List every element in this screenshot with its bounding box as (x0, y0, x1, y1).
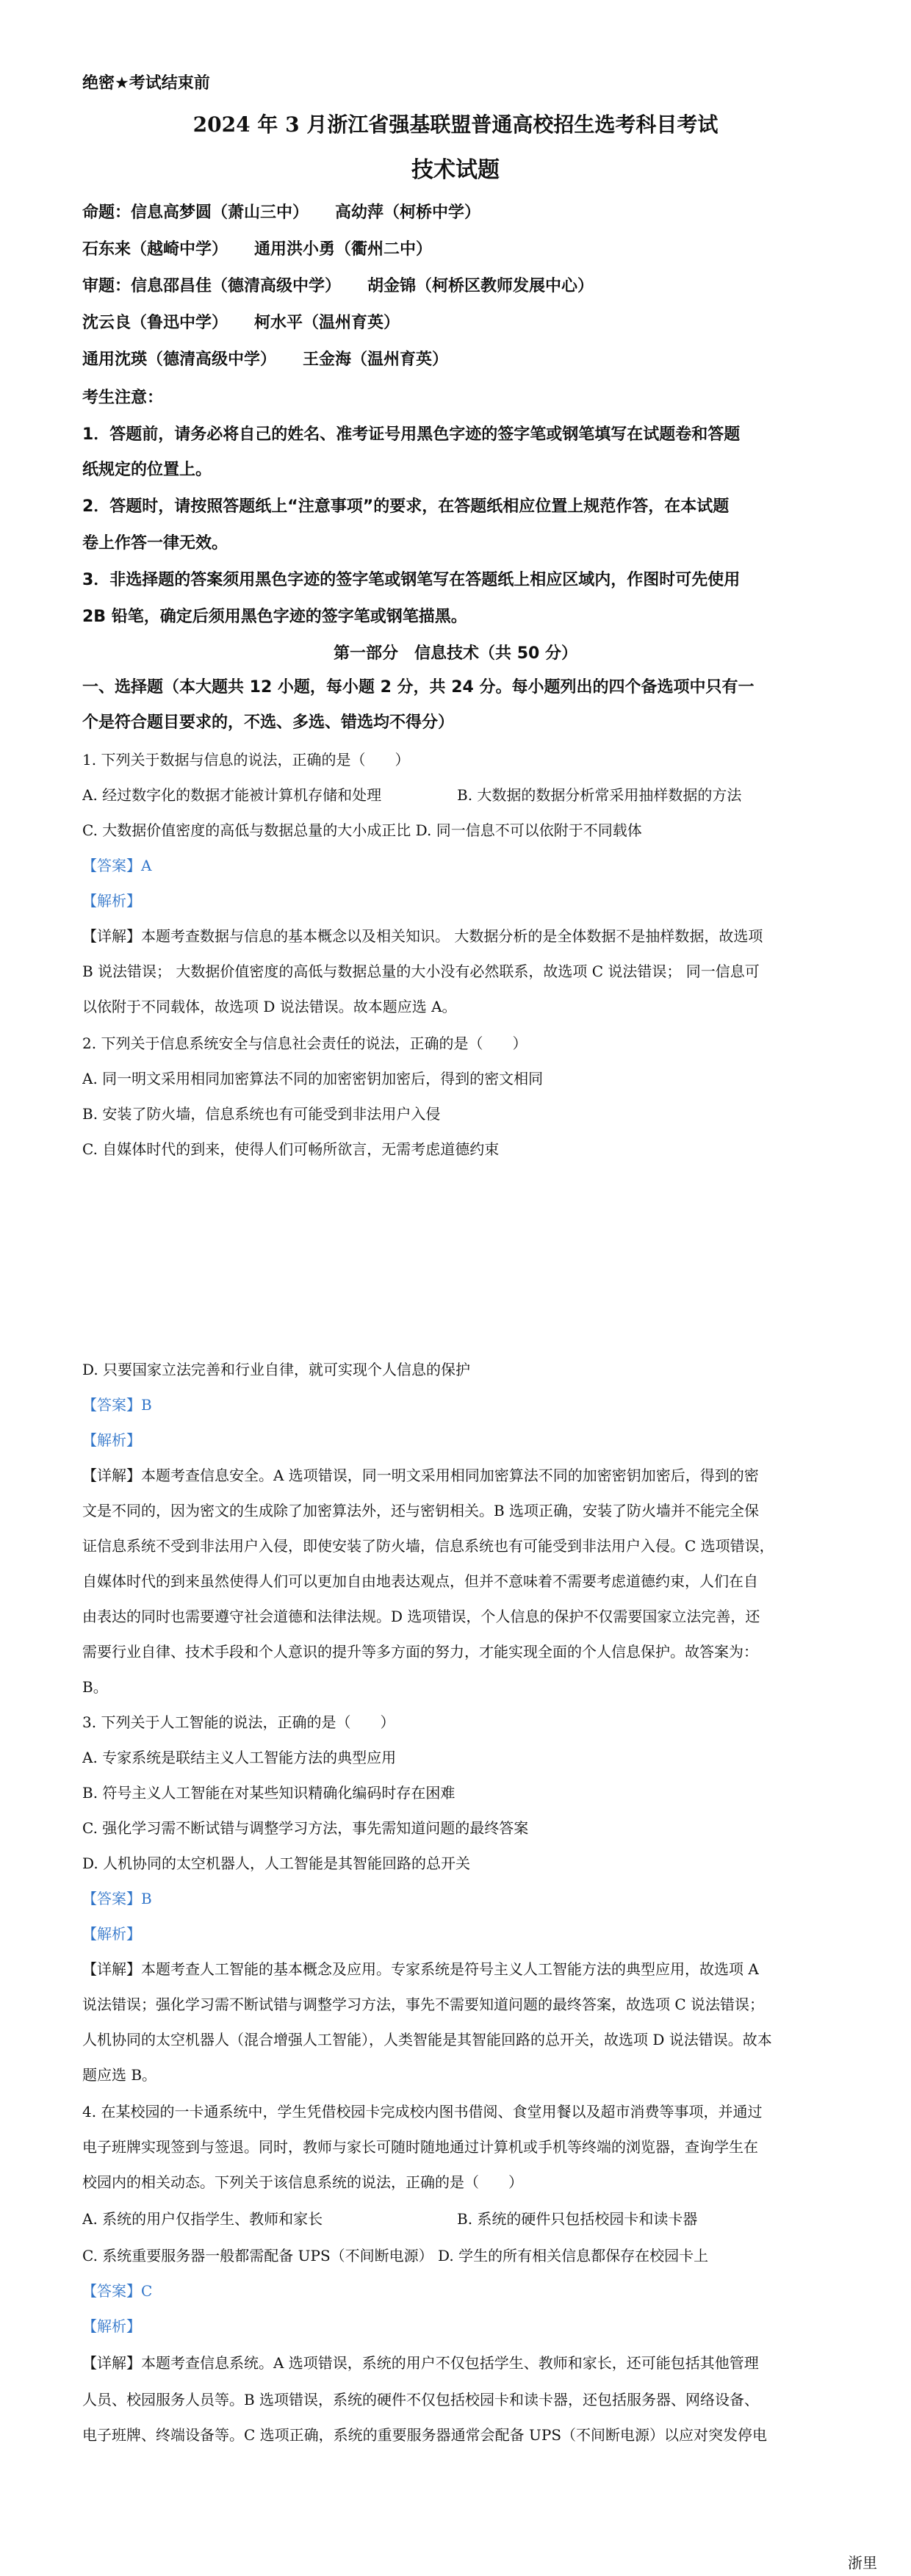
question-3-option-a: A. 专家系统是联结主义人工智能方法的典型应用 (82, 1749, 397, 1766)
author-item: 石东来（越崎中学） (82, 240, 228, 259)
question-2-detail: B。 (82, 1678, 108, 1696)
question-1-detail: B 说法错误； 大数据价值密度的高低与数据总量的大小没有必然联系，故选项 C 说法错误； 同一信息可 (82, 963, 760, 980)
question-2-detail: 文是不同的，因为密文的生成除了加密算法外，还与密钥相关。B 选项正确，安装了防火墙并不能完全保 (82, 1502, 760, 1519)
reviewer-line-3 (82, 347, 840, 370)
question-1-options-cd (82, 819, 840, 840)
author-item: 通用沈瑛（德清高级中学） (82, 350, 277, 369)
part-heading: 第一部分 信息技术（共 50 分） (334, 644, 577, 663)
question-2-option-c: C. 自媒体时代的到来，使得人们可畅所欲言，无需考虑道德约束 (82, 1140, 500, 1158)
question-1-analysis-label: 【解析】 (82, 892, 141, 910)
question-4-detail: 电子班牌、终端设备等。C 选项正确，系统的重要服务器通常会配备 UPS（不间断电源）以应对突发停电 (82, 2426, 768, 2444)
question-1-detail: 【详解】本题考查数据与信息的基本概念以及相关知识。 大数据分析的是全体数据不是抽样数据，故选项 (82, 927, 763, 945)
exam-subtitle: 技术试题 (411, 157, 500, 183)
question-4-analysis-label: 【解析】 (82, 2317, 141, 2335)
question-3-analysis-label: 【解析】 (82, 1925, 141, 1943)
author-item: 通用洪小勇（衢州二中） (254, 240, 433, 259)
author-item: 命题：信息高梦圆（萧山三中） (82, 204, 309, 222)
question-4-detail: 人员、校园服务人员等。B 选项错误，系统的硬件不仅包括校园卡和读卡器，还包括服务器、网络设备、 (82, 2391, 760, 2408)
author-item: 胡金锦（柯桥区教师发展中心） (367, 277, 594, 295)
page-footer-text: 浙里 (848, 2554, 877, 2572)
question-4-options-ab (82, 2207, 840, 2228)
question-4-detail: 【详解】本题考查信息系统。A 选项错误，系统的用户不仅包括学生、教师和家长，还可能包括其他管理 (82, 2354, 759, 2372)
question-2-detail: 【详解】本题考查信息安全。A 选项错误，同一明文采用相同加密算法不同的加密密钥加密后，得到的密 (82, 1467, 759, 1484)
notes-heading: 考生注意： (82, 389, 164, 407)
question-1-answer: 【答案】A (82, 857, 152, 874)
option-b: B. 系统的硬件只包括校园卡和读卡器 (457, 2210, 698, 2228)
question-4-stem: 4. 在某校园的一卡通系统中，学生凭借校园卡完成校内图书借阅、食堂用餐以及超市消费等事项，并通过 (82, 2103, 763, 2120)
question-3-detail: 人机协同的太空机器人（混合增强人工智能），人类智能是其智能回路的总开关，故选项 D 说法错误。故本 (82, 2031, 772, 2048)
author-item: 审题：信息邵昌佳（德清高级中学） (82, 277, 342, 295)
question-2-stem: 2. 下列关于信息系统安全与信息社会责任的说法，正确的是（ ） (82, 1035, 527, 1052)
question-4-answer: 【答案】C (82, 2282, 153, 2300)
question-1-stem: 1. 下列关于数据与信息的说法，正确的是（ ） (82, 751, 410, 769)
option-c: C. 大数据价值密度的高低与数据总量的大小成正比 (82, 821, 411, 839)
section-heading: 一、选择题（本大题共 12 小题，每小题 2 分，共 24 分。每小题列出的四个备选项中只有一 (82, 678, 755, 697)
option-a: A. 系统的用户仅指学生、教师和家长 (82, 2210, 323, 2228)
section-heading-cont: 个是符合题目要求的，不选、多选、错选均不得分） (82, 713, 455, 732)
question-3-option-d: D. 人机协同的太空机器人，人工智能是其智能回路的总开关 (82, 1854, 471, 1872)
author-item: 高幼萍（柯桥中学） (335, 204, 481, 222)
question-4-stem-cont: 电子班牌实现签到与签退。同时，教师与家长可随时随地通过计算机或手机等终端的浏览器，查询学生在 (82, 2138, 758, 2156)
note-1-cont: 纸规定的位置上。 (82, 461, 212, 479)
option-d: D. 同一信息不可以依附于不同载体 (415, 821, 642, 839)
question-2-detail: 证信息系统不受到非法用户入侵，即使安装了防火墙，信息系统也有可能受到非法用户入侵。C 选项错误， (82, 1537, 774, 1555)
question-2-detail: 需要行业自律、技术手段和个人意识的提升等多方面的努力，才能实现全面的个人信息保护。故答案为： (82, 1643, 758, 1661)
question-2-analysis-label: 【解析】 (82, 1431, 141, 1449)
question-3-detail: 题应选 B。 (82, 2066, 157, 2084)
reviewer-line-1 (82, 273, 840, 296)
option-c: C. 系统重要服务器一般都需配备 UPS（不间断电源） (82, 2247, 433, 2264)
author-item: 柯水平（温州育英） (254, 314, 400, 332)
question-1-detail: 以依附于不同载体，故选项 D 说法错误。故本题应选 A。 (82, 998, 457, 1015)
note-2: 2．答题时，请按照答题纸上“注意事项”的要求，在答题纸相应位置上规范作答，在本试题 (82, 497, 730, 516)
option-d: D. 学生的所有相关信息都保存在校园卡上 (438, 2247, 709, 2264)
option-b: B. 大数据的数据分析常采用抽样数据的方法 (457, 786, 742, 804)
note-3-cont: 2B 铅笔，确定后须用黑色字迹的签字笔或钢笔描黑。 (82, 608, 467, 626)
question-2-detail: 自媒体时代的到来虽然使得人们可以更加自由地表达观点，但并不意味着不需要考虑道德约束，人们在自 (82, 1572, 758, 1590)
question-3-detail: 【详解】本题考查人工智能的基本概念及应用。专家系统是符号主义人工智能方法的典型应用，故选项 A (82, 1960, 759, 1978)
question-2-answer: 【答案】B (82, 1396, 152, 1414)
reviewer-line-2 (82, 310, 840, 333)
question-3-answer: 【答案】B (82, 1890, 152, 1907)
question-3-detail: 说法错误；强化学习需不断试错与调整学习方法，事先不需要知道问题的最终答案，故选项 C 说法错误； (82, 1996, 765, 2013)
author-item: 沈云良（鲁迅中学） (82, 314, 228, 332)
note-1: 1．答题前，请务必将自己的姓名、准考证号用黑色字迹的签字笔或钢笔填写在试题卷和答题 (82, 425, 741, 444)
secret-label: 绝密★考试结束前 (82, 74, 210, 93)
author-item: 王金海（温州育英） (303, 350, 449, 369)
question-2-detail: 由表达的同时也需要遵守社会道德和法律法规。D 选项错误，个人信息的保护不仅需要国家立法完善，还 (82, 1608, 760, 1625)
exam-title: 2024 年 3 月浙江省强基联盟普通高校招生选考科目考试 (192, 112, 719, 137)
question-4-stem-cont: 校园内的相关动态。下列关于该信息系统的说法，正确的是（ ） (82, 2173, 523, 2191)
question-3-option-c: C. 强化学习需不断试错与调整学习方法，事先需知道问题的最终答案 (82, 1819, 529, 1837)
note-2-cont: 卷上作答一律无效。 (82, 534, 228, 553)
note-3: 3．非选择题的答案须用黑色字迹的签字笔或钢笔写在答题纸上相应区域内，作图时可先使用 (82, 571, 741, 589)
question-4-options-cd (82, 2244, 840, 2265)
author-line-1 (82, 200, 840, 223)
question-2-option-a: A. 同一明文采用相同加密算法不同的加密密钥加密后，得到的密文相同 (82, 1070, 544, 1087)
question-2-option-d: D. 只要国家立法完善和行业自律，就可实现个人信息的保护 (82, 1361, 471, 1378)
option-a: A. 经过数字化的数据才能被计算机存储和处理 (82, 786, 382, 804)
question-1-options-ab (82, 783, 840, 805)
author-line-2 (82, 237, 840, 259)
question-3-option-b: B. 符号主义人工智能在对某些知识精确化编码时存在困难 (82, 1784, 455, 1802)
question-2-option-b: B. 安装了防火墙，信息系统也有可能受到非法用户入侵 (82, 1105, 441, 1123)
question-3-stem: 3. 下列关于人工智能的说法，正确的是（ ） (82, 1713, 395, 1731)
